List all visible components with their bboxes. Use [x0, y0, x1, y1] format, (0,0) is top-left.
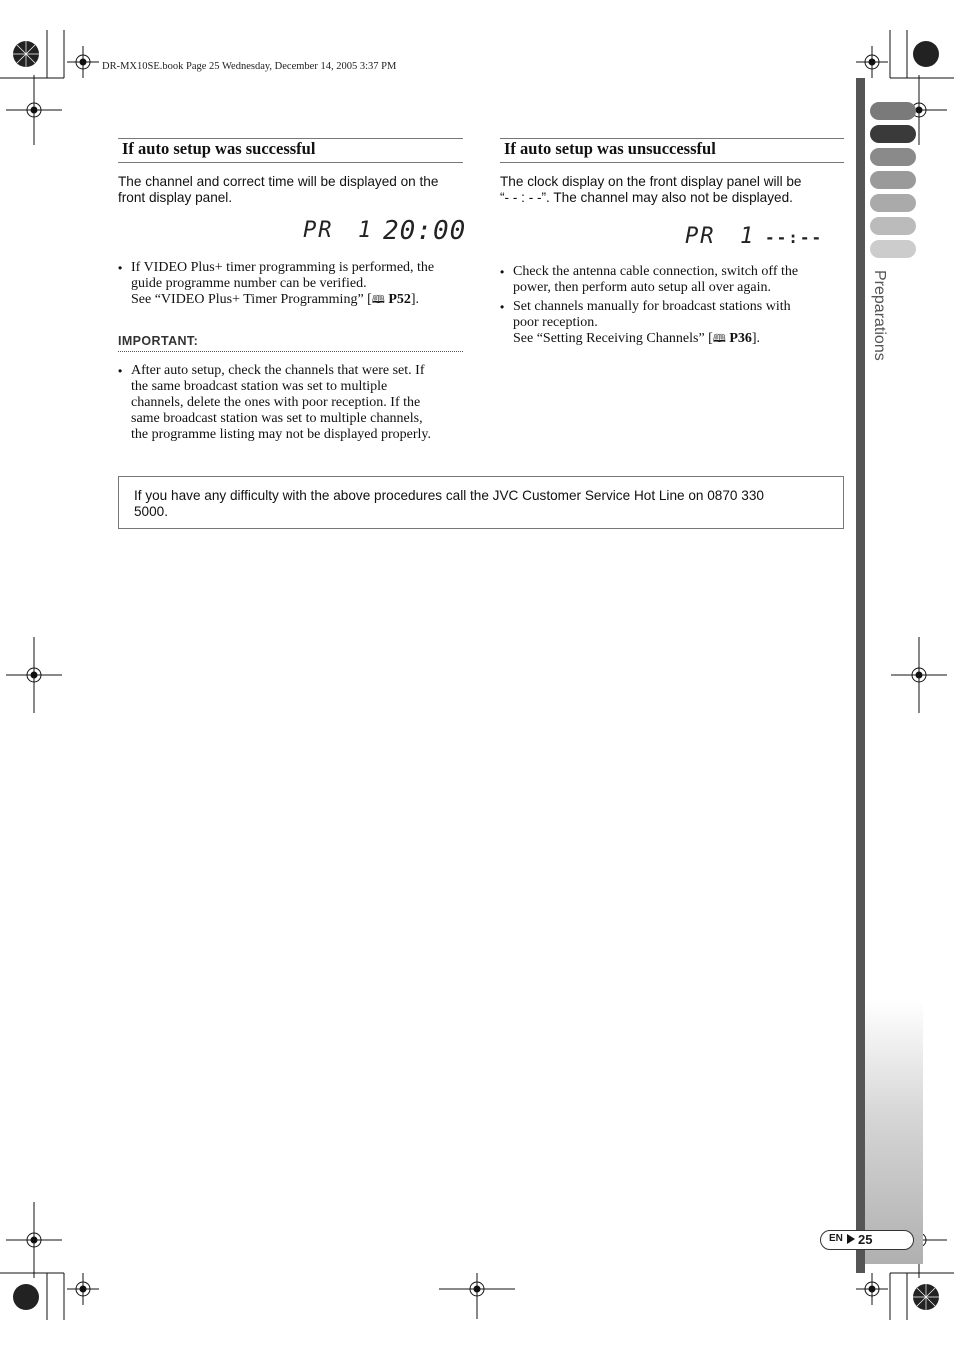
sidebar-gradient — [865, 1000, 923, 1264]
intro-line: The clock display on the front display panel will be — [500, 174, 802, 189]
play-arrow-icon — [847, 1234, 855, 1244]
chapter-tab[interactable] — [870, 194, 916, 212]
reference-close: ]. — [410, 292, 420, 307]
book-icon: 🕮 — [371, 293, 385, 306]
bullet-line: poor reception. — [513, 315, 598, 330]
bullet-dot: • — [118, 364, 123, 378]
lcd-channel: 1 — [358, 218, 372, 243]
section-label-vertical — [862, 270, 892, 380]
bullet-line: If VIDEO Plus+ timer programming is performed, the — [131, 260, 435, 275]
section-label: Preparations — [871, 270, 888, 361]
lcd-pr: PR — [685, 224, 716, 249]
hotline-note-text — [134, 488, 824, 520]
note-line: 5000. — [134, 504, 169, 519]
page-reference-p36[interactable]: P36 — [729, 331, 752, 346]
intro-line: “- - : - -”. The channel may also not be displayed. — [500, 190, 793, 205]
lcd-time: 20:00 — [383, 216, 467, 246]
lcd-channel: 1 — [740, 224, 754, 249]
section-rule-bottom — [500, 162, 844, 163]
section-rule-bottom — [118, 162, 463, 163]
important-line: channels, delete the ones with poor reception. If the — [131, 395, 421, 410]
success-intro: The channel and correct time will be displayed on the front display panel. — [118, 174, 439, 205]
lcd-pr: PR — [303, 218, 334, 243]
unsuccessful-intro — [500, 174, 844, 206]
sidebar-bar — [856, 78, 865, 1273]
bullet-line: Check the antenna cable connection, switch off the — [513, 264, 799, 279]
bullet-line: power, then perform auto setup all over again. — [513, 280, 771, 295]
lcd-time: --:-- — [765, 228, 824, 247]
bullet-dot: • — [500, 300, 505, 314]
chapter-tab[interactable] — [870, 217, 916, 235]
book-icon: 🕮 — [712, 332, 726, 345]
important-line: the same broadcast station was set to multiple — [131, 379, 388, 394]
important-label: IMPORTANT: — [118, 334, 199, 348]
bullet-dot: • — [118, 261, 123, 275]
chapter-tab[interactable] — [870, 148, 916, 166]
see-reference-text: See “Setting Receiving Channels” [ — [513, 331, 713, 346]
important-divider — [118, 351, 463, 352]
chapter-tab[interactable] — [870, 102, 916, 120]
reference-close: ]. — [751, 331, 761, 346]
file-info-header: DR-MX10SE.book Page 25 Wednesday, December 14, 2005 3:37 PM — [102, 61, 397, 72]
chapter-tab[interactable] — [870, 171, 916, 189]
chapter-tab[interactable] — [870, 240, 916, 258]
important-line: same broadcast station was set to multiple channels, — [131, 411, 423, 426]
bullet-line: Set channels manually for broadcast stations with — [513, 299, 791, 314]
chapter-tab[interactable] — [870, 125, 916, 143]
see-reference-text: See “VIDEO Plus+ Timer Programming” [ — [131, 292, 372, 307]
page-reference-p52[interactable]: P52 — [388, 292, 411, 307]
bullet-dot: • — [500, 265, 505, 279]
language-label: EN — [829, 1233, 843, 1244]
bullet-line: guide programme number can be verified. — [131, 276, 367, 291]
page-number: 25 — [858, 1232, 873, 1247]
note-line: If you have any difficulty with the above procedures call the JVC Customer Service Hot Line on 0870 330 — [134, 488, 764, 503]
section-title-successful: If auto setup was successful — [122, 139, 316, 158]
section-title-unsuccessful: If auto setup was unsuccessful — [504, 139, 716, 158]
important-line: After auto setup, check the channels that were set. If — [131, 363, 425, 378]
important-line: the programme listing may not be displayed properly. — [131, 427, 432, 442]
